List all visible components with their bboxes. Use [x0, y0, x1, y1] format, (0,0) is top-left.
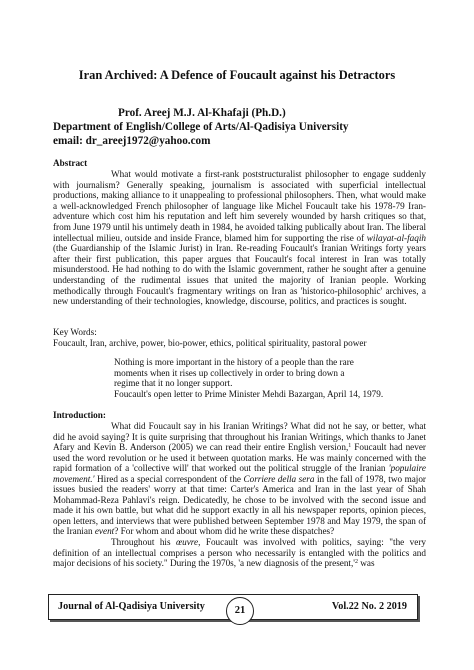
keywords-list: Foucault, Iran, archive, power, bio-power, ethics, political spirituality, pastoral power	[53, 338, 367, 348]
intro-text-part: ? For whom and about whom did he write these dispatches?	[114, 526, 335, 537]
intro-italic-term: 'populaire movement.'	[53, 463, 426, 484]
introduction-heading: Introduction:	[53, 410, 106, 420]
author-name: Prof. Areej M.J. Al-Khafaji (Ph.D.)	[118, 107, 286, 119]
abstract-text-part: What would motivate a first-rank poststructuralist philosopher to engage suddenly with journalism? Generally speaking, journalism is associated with superficial intellectual productions, making alliance to it unappealing to professional philosophers. Then, what would make a well-acknowledged French philosopher of language like Michel Foucault take his 1978-79 Iran-adventure which cost him his reputation and left him severely wounded by harsh critiques so that, from June 1979 until his untimely death in 1984, he avoided talking publically about Iran. The liberal intellectual milieu, outside and inside France, blamed him for supporting the rise of	[53, 169, 426, 243]
intro-text-part: Foucault had never used the word revolution or he used it between quotation marks. He was mainly concerned with the rapid formation of a 'collective will' that worked out the political struggle of the Iranian	[53, 442, 426, 474]
intro-italic-term: Corriere della sera	[243, 473, 315, 484]
intro-text-part: Hired as a special correspondent of the	[94, 473, 244, 484]
intro-text-part: Throughout his	[111, 537, 176, 548]
intro-text-part: What did Foucault say in his Iranian Writings? What did not he say, or better, what did he avoid saying? It is quite surprising that throughout his Iranian Writings, which thanks to Janet Afary and Kevin B. Anderson (2005) we can read their entire English version,	[53, 421, 426, 453]
abstract-heading: Abstract	[53, 158, 88, 168]
introduction-body	[53, 421, 426, 569]
abstract-text-part: (the Guardianship of the Islamic Jurist) in Iran. Re-reading Foucault's Iranian Writings forty years after their first publication, this paper argues that Foucault's focal interest in Iran was totally misunderstood. He had nothing to do with the Islamic government, rather he sought after a genuine understanding of the rudimental issues that united the majority of Iranian people. Working methodically through Foucault's fragmentary writings on Iran as 'historico-philosophic' archives, a new understanding of their technologies, knowledge, discourse, politics, and practices is sought.	[53, 243, 426, 307]
abstract-italic-term: wilayat-al-faqih	[366, 232, 426, 243]
footnote-marker: 2	[354, 559, 358, 566]
author-email: email: dr_areej1972@yahoo.com	[53, 135, 211, 147]
footer-volume-info: Vol.22 No. 2 2019	[331, 601, 407, 612]
journal-footer	[48, 594, 418, 620]
intro-text-part: was	[357, 558, 375, 569]
introduction-paragraph	[53, 537, 426, 569]
intro-text-part: , Foucault was involved with politics, saying: "the very definition of an intellectual comprises a person who necessarily is entangled with the politics and major decisions of his society." During the 1970s, 'a new diagnosis of the present,'	[53, 537, 426, 569]
intro-text-part: in the fall of 1978, two major issues busied the readers' worry at that time: Carter's America and Iran in the last year of Shah Mohammad-Reza Pahlavi's reign. Dedicatedly, he chose to be involved with the second issue and made it his own battle, but what did he support exactly in all his newspaper reports, opinion pieces, open letters, and interviews that were published between September 1978 and May 1979, the span of the Iranian	[53, 473, 426, 537]
epigraph	[114, 357, 430, 399]
footer-page-number: 21	[226, 597, 254, 625]
keywords-label: Key Words:	[53, 327, 97, 337]
intro-italic-term: event	[94, 526, 115, 537]
footer-journal-name: Journal of Al-Qadisiya University	[58, 601, 205, 612]
introduction-paragraph	[53, 421, 426, 537]
abstract-body	[53, 169, 426, 307]
author-affiliation: Department of English/College of Arts/Al-Qadisiya University	[53, 121, 349, 133]
paper-title: Iran Archived: A Defence of Foucault against his Detractors	[78, 68, 396, 82]
intro-italic-term: œuvre	[175, 537, 199, 548]
epigraph-quote: Nothing is more important in the history of a people than the rare moments when it rises up collectively in order to bring down a regime that it no longer support.	[114, 357, 354, 389]
epigraph-source: Foucault's open letter to Prime Minister Mehdi Bazargan, April 14, 1979.	[114, 388, 384, 399]
footnote-marker: 1	[348, 443, 352, 450]
